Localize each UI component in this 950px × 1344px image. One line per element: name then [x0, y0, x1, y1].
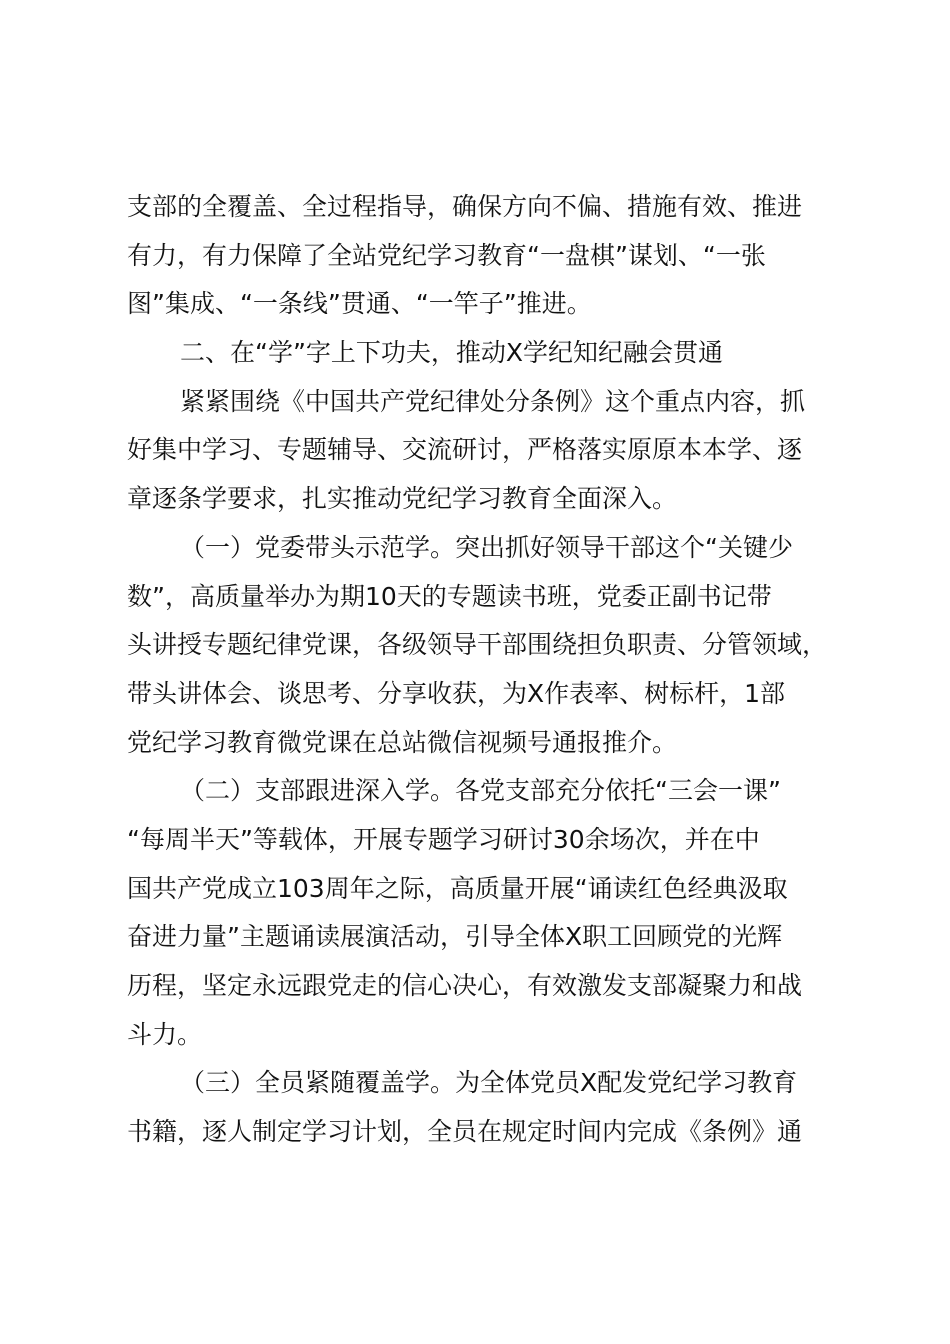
text-line: 奋进力量”主题诵读展演活动，引导全体X职工回顾党的光辉 [127, 922, 783, 952]
text-line: “每周半天”等载体，开展专题学习研讨30余场次，并在中 [127, 824, 760, 854]
subsection-1-start: （一）党委带头示范学。突出抓好领导干部这个“关键少 [180, 532, 793, 562]
text-line: 图”集成、“一条线”贯通、“一竿子”推进。 [127, 289, 592, 319]
text-line: 有力，有力保障了全站党纪学习教育“一盘棋”谋划、“一张 [127, 240, 766, 270]
text-line: 带头讲体会、谈思考、分享收获，为X作表率、树标杆，1部 [127, 678, 786, 708]
text-line: 党纪学习教育微党课在总站微信视频号通报推介。 [127, 727, 678, 757]
text-line: 历程，坚定永远跟党走的信心决心，有效激发支部凝聚力和战 [127, 971, 803, 1000]
document-body [127, 183, 847, 1157]
text-line: 支部的全覆盖、全过程指导，确保方向不偏、措施有效、推进 [127, 192, 803, 221]
text-line: 斗力。 [127, 1019, 203, 1049]
section-heading: 二、在“学”字上下功夫，推动X学纪知纪融会贯通 [180, 338, 724, 368]
subsection-3-start: （三）全员紧随覆盖学。为全体党员X配发党纪学习教育 [180, 1068, 798, 1098]
subsection-2-start: （二）支部跟进深入学。各党支部充分依托“三会一课” [180, 776, 781, 806]
text-line: 书籍，逐人制定学习计划，全员在规定时间内完成《条例》通 [127, 1117, 803, 1147]
paragraph-start: 紧紧围绕《中国共产党纪律处分条例》这个重点内容，抓 [180, 386, 806, 416]
text-line: 好集中学习、专题辅导、交流研讨，严格落实原原本本学、逐 [127, 435, 803, 465]
text-line: 头讲授专题纪律党课，各级领导干部围绕担负职责、分管领域， [127, 630, 828, 660]
text-line: 国共产党成立103周年之际，高质量开展“诵读红色经典汲取 [127, 873, 788, 903]
text-line: 数”，高质量举办为期10天的专题读书班，党委正副书记带 [127, 581, 772, 611]
text-line: 章逐条学要求，扎实推动党纪学习教育全面深入。 [127, 484, 678, 514]
